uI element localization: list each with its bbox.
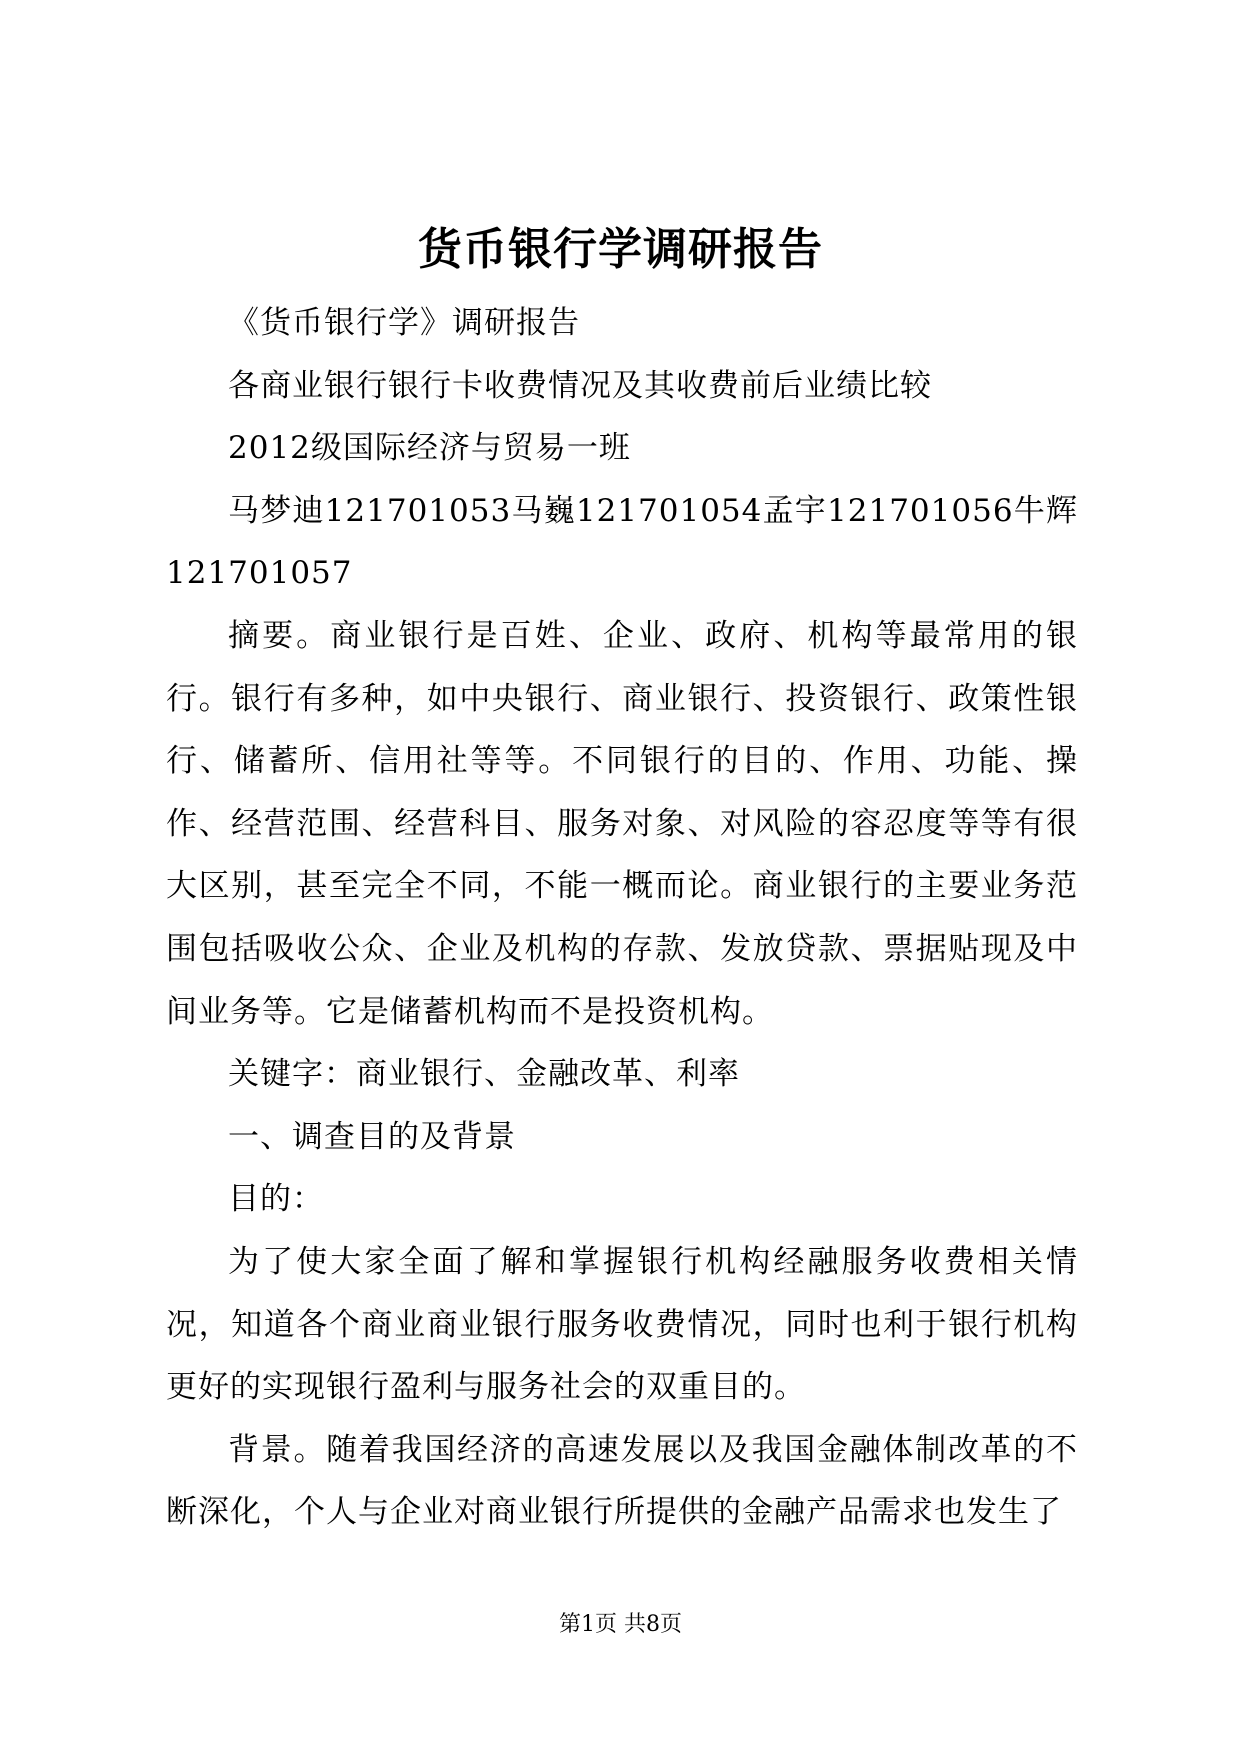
document-body xyxy=(166,292,1078,1544)
background-paragraph: 背景。随着我国经济的高速发展以及我国金融体制改革的不断深化，个人与企业对商业银行所提供的金融产品需求也发生了 xyxy=(166,1431,1078,1531)
abstract-paragraph: 摘要。商业银行是百姓、企业、政府、机构等最常用的银行。银行有多种，如中央银行、商业银行、投资银行、政策性银行、储蓄所、信用社等等。不同银行的目的、作用、功能、操作、经营范围、经营科目、服务对象、对风险的容忍度等等有很大区别，甚至完全不同，不能一概而论。商业银行的主要业务范围包括吸收公众、企业及机构的存款、发放贷款、票据贴现及中间业务等。它是储蓄机构而不是投资机构。 xyxy=(166,617,1078,1030)
page-number: 第1页 共8页 xyxy=(559,1612,682,1637)
author-list: 马梦迪121701053马巍121701054孟宇121701056牛辉121701057 xyxy=(166,492,1078,592)
keywords-paragraph: 关键字：商业银行、金融改革、利率 xyxy=(228,1056,740,1093)
report-subtitle: 《货币银行学》调研报告 xyxy=(228,305,580,341)
purpose-paragraph: 为了使大家全面了解和掌握银行机构经融服务收费相关情况，知道各个商业商业银行服务收费情况，同时也利于银行机构更好的实现银行盈利与服务社会的双重目的。 xyxy=(166,1243,1078,1406)
purpose-label: 目的： xyxy=(228,1181,324,1218)
document-title: 货币银行学调研报告 xyxy=(418,224,823,275)
section-heading: 一、调查目的及背景 xyxy=(228,1118,516,1155)
report-topic: 各商业银行银行卡收费情况及其收费前后业绩比较 xyxy=(228,367,932,404)
class-name: 2012级国际经济与贸易一班 xyxy=(228,430,631,467)
